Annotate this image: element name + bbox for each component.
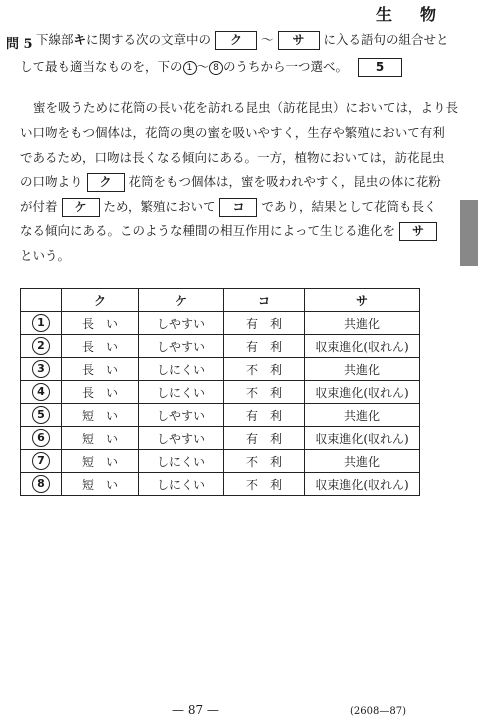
option-number-icon: 4 [32,383,50,401]
passage-line: であるため，口吻は長くなる傾向にある。一方，植物においては，訪花昆虫 [20,150,445,165]
passage-line: い口吻をもつ個体は，花筒の奥の蜜を吸いやすく，生存や繁殖において有利 [20,125,445,140]
table-row: 1 長 い しやすい 有 利 共進化 [21,312,420,335]
option-number-icon: 5 [32,406,50,424]
passage-line: という。 [20,248,71,263]
underline-label: キ [73,32,87,47]
section-side-tab [460,200,478,266]
table-header [21,289,62,312]
table-row: 2 長 い しやすい 有 利 収束進化(収れん) [21,335,420,358]
exam-code: (2608—87) [350,706,406,717]
passage-line: 蜜を吸うために花筒の長い花を訪れる昆虫（訪花昆虫）においては，より長 [33,100,459,115]
option-number-icon: 6 [32,429,50,447]
option-number-icon: 2 [32,337,50,355]
table-row: 6 短 い しやすい 有 利 収束進化(収れん) [21,427,420,450]
answer-number-box: 5 [358,58,402,77]
choice-circle-icon: 8 [209,61,223,75]
table-row: 7 短 い しにくい 不 利 共進化 [21,450,420,473]
option-number-icon: 3 [32,360,50,378]
option-number-icon: 1 [32,314,50,332]
passage-line: が付着 ケ ため，繁殖において コ であり，結果として花筒も長く [20,197,436,217]
blank-box-ke: ケ [62,198,100,217]
table-header: ケ [139,289,224,312]
blank-box-sa: サ [278,31,320,50]
table-header: ク [62,289,139,312]
table-row: 4 長 い しにくい 不 利 収束進化(収れん) [21,381,420,404]
table-header: コ [224,289,305,312]
page-number: — 87 — [172,703,219,717]
passage-line: の口吻より ク 花筒をもつ個体は，蜜を吸われやすく，昆虫の体に花粉 [20,172,441,192]
answer-options-table [20,288,420,496]
question-line-2: して最も適当なものを，下の 1 〜 8 のうちから一つ選べ。 5 [20,57,402,77]
blank-box-ku: ク [215,31,257,50]
choice-circle-icon: 1 [183,61,197,75]
table-row: 5 短 い しやすい 有 利 共進化 [21,404,420,427]
blank-box-ku: ク [87,173,125,192]
option-number-icon: 7 [32,452,50,470]
option-number-icon: 8 [32,475,50,493]
table-header: サ [305,289,420,312]
blank-box-sa: サ [399,222,437,241]
table-row: 3 長 い しにくい 不 利 共進化 [21,358,420,381]
subject-heading: 生 物 [375,5,442,24]
table-row: 8 短 い しにくい 不 利 収束進化(収れん) [21,473,420,496]
table-header-row [21,289,420,312]
passage-line: なる傾向にある。このような種間の相互作用によって生じる進化を サ [20,221,437,241]
question-number: 問 5 [6,37,33,52]
blank-box-ko: コ [219,198,257,217]
question-line-1: 下線部キに関する次の文章中の ク 〜 サ に入る語句の組合せと [36,30,449,50]
